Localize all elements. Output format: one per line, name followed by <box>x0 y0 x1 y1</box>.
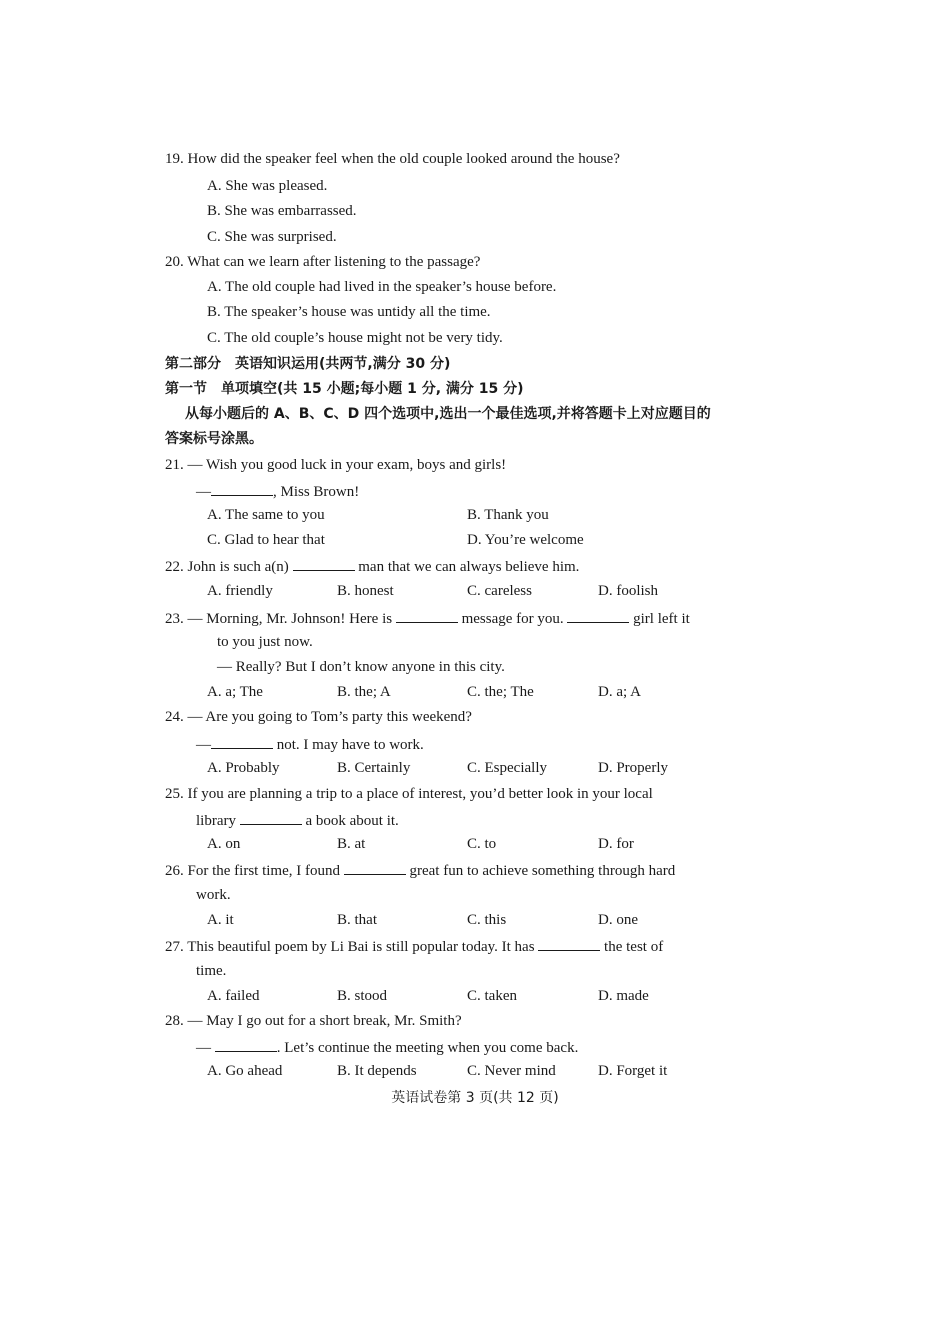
question-23-option-d: D. a; A <box>598 684 641 700</box>
question-20-stem: 20. What can we learn after listening to the passage? <box>165 254 481 270</box>
question-22-option-d: D. foolish <box>598 583 658 599</box>
question-27-option-d: D. made <box>598 988 649 1004</box>
question-25-option-c: C. to <box>467 836 497 852</box>
question-20-option-c: C. The old couple’s house might not be very tidy. <box>207 330 503 346</box>
question-21-reply <box>196 481 359 501</box>
question-27-option-b: B. stood <box>337 988 388 1004</box>
question-23-stem <box>165 608 690 628</box>
question-25-option-d: D. for <box>598 836 634 852</box>
stem-text: a book about it. <box>305 813 399 829</box>
question-19-stem: 19. How did the speaker feel when the old couple looked around the house? <box>165 151 620 167</box>
question-24-option-d: D. Properly <box>598 760 668 776</box>
stem-text: 27. This beautiful poem by Li Bai is still popular today. It has <box>165 939 535 955</box>
question-24-stem: 24. — Are you going to Tom’s party this weekend? <box>165 709 472 725</box>
section-one-heading: 第一节 单项填空(共 15 小题;每小题 1 分, 满分 15 分) <box>165 381 524 397</box>
question-25-option-b: B. at <box>337 836 366 852</box>
instructions-line-1: 从每小题后的 A、B、C、D 四个选项中,选出一个最佳选项,并将答题卡上对应题目的 <box>185 406 711 422</box>
question-24-reply <box>196 734 424 754</box>
stem-text: great fun to achieve something through hard <box>409 863 676 879</box>
question-22-option-a: A. friendly <box>207 583 273 599</box>
question-25-stem-line-2 <box>196 810 399 830</box>
question-26-stem <box>165 860 675 880</box>
question-23-option-c: C. the; The <box>467 684 534 700</box>
question-20-option-b: B. The speaker’s house was untidy all the time. <box>207 304 491 320</box>
question-24-option-b: B. Certainly <box>337 760 411 776</box>
question-19-option-a: A. She was pleased. <box>207 178 328 194</box>
question-28-option-b: B. It depends <box>337 1063 417 1079</box>
question-25-stem: 25. If you are planning a trip to a place of interest, you’d better look in your local <box>165 786 653 802</box>
answer-blank <box>215 1037 277 1052</box>
question-28-option-a: A. Go ahead <box>207 1063 283 1079</box>
stem-text: library <box>196 813 236 829</box>
answer-blank <box>538 936 600 951</box>
question-28-stem: 28. — May I go out for a short break, Mr. Smith? <box>165 1013 462 1029</box>
question-22-option-b: B. honest <box>337 583 394 599</box>
question-26-option-d: D. one <box>598 912 638 928</box>
answer-blank <box>211 481 273 496</box>
answer-blank <box>240 810 302 825</box>
question-27-stem <box>165 936 663 956</box>
question-27-option-c: C. taken <box>467 988 517 1004</box>
page-footer: 英语试卷第 3 页(共 12 页) <box>391 1090 559 1106</box>
question-28-option-c: C. Never mind <box>467 1063 556 1079</box>
question-24-option-c: C. Especially <box>467 760 547 776</box>
reply-text: not. I may have to work. <box>276 737 424 753</box>
question-21-option-b: B. Thank you <box>467 507 549 523</box>
answer-blank <box>293 556 355 571</box>
question-26-option-a: A. it <box>207 912 234 928</box>
question-21-stem: 21. — Wish you good luck in your exam, boys and girls! <box>165 457 507 473</box>
question-23-option-b: B. the; A <box>337 684 391 700</box>
reply-text: , Miss Brown! <box>273 484 360 500</box>
question-21-option-a: A. The same to you <box>207 507 325 523</box>
question-20-option-a: A. The old couple had lived in the speaker’s house before. <box>207 279 557 295</box>
question-23-stem-line-3: — Really? But I don’t know anyone in this city. <box>217 659 505 675</box>
question-24-option-a: A. Probably <box>207 760 280 776</box>
part-two-heading: 第二部分 英语知识运用(共两节,满分 30 分) <box>165 356 451 372</box>
stem-text: the test of <box>604 939 664 955</box>
stem-text: 26. For the first time, I found <box>165 863 340 879</box>
question-26-option-c: C. this <box>467 912 507 928</box>
stem-text: 22. John is such a(n) <box>165 559 289 575</box>
reply-dash: — <box>196 484 211 500</box>
question-21-option-d: D. You’re welcome <box>467 532 584 548</box>
question-26-stem-line-2: work. <box>196 887 231 903</box>
stem-text: girl left it <box>633 611 690 627</box>
question-27-stem-line-2: time. <box>196 963 227 979</box>
instructions-line-2: 答案标号涂黑。 <box>165 431 263 447</box>
question-22-stem <box>165 556 579 576</box>
question-28-option-d: D. Forget it <box>598 1063 668 1079</box>
question-26-option-b: B. that <box>337 912 377 928</box>
question-25-option-a: A. on <box>207 836 241 852</box>
answer-blank <box>344 860 406 875</box>
stem-text: 23. — Morning, Mr. Johnson! Here is <box>165 611 393 627</box>
reply-dash: — <box>196 737 211 753</box>
question-27-option-a: A. failed <box>207 988 260 1004</box>
answer-blank <box>211 734 273 749</box>
stem-text: man that we can always believe him. <box>358 559 580 575</box>
question-21-option-c: C. Glad to hear that <box>207 532 325 548</box>
question-22-option-c: C. careless <box>467 583 532 599</box>
question-23-option-a: A. a; The <box>207 684 263 700</box>
question-19-option-b: B. She was embarrassed. <box>207 203 357 219</box>
question-23-stem-line-2: to you just now. <box>217 634 313 650</box>
answer-blank <box>396 608 458 623</box>
answer-blank <box>567 608 629 623</box>
reply-text: . Let’s continue the meeting when you come back. <box>276 1040 579 1056</box>
question-28-reply <box>196 1037 578 1057</box>
question-19-option-c: C. She was surprised. <box>207 229 337 245</box>
reply-dash: — <box>196 1040 211 1056</box>
stem-text: message for you. <box>461 611 564 627</box>
